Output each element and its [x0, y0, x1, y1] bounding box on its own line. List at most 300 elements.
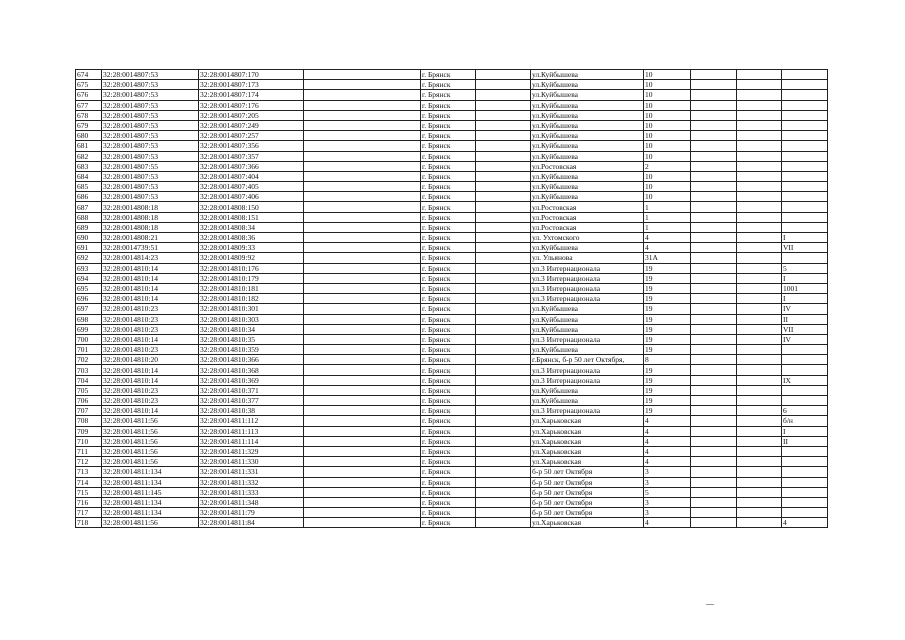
cell-row-number: 689	[76, 222, 102, 232]
table-row	[76, 355, 828, 365]
cell-cadastral-number: 32:28:0014810:368	[199, 365, 304, 375]
cell-premise	[782, 120, 828, 130]
cell-empty-col-2	[476, 100, 531, 110]
cell-empty-col	[304, 283, 421, 293]
cell-premise	[782, 487, 828, 497]
cell-city: г. Брянск	[421, 304, 476, 314]
cell-empty-col-2	[476, 467, 531, 477]
cell-premise: 5	[782, 263, 828, 273]
cell-empty-col	[304, 131, 421, 141]
cell-row-number: 703	[76, 365, 102, 375]
cell-empty-col-2	[476, 446, 531, 456]
cell-empty-col-2	[476, 120, 531, 130]
cell-empty-col	[304, 222, 421, 232]
cell-empty-col	[304, 385, 421, 395]
cell-cadastral-number: 32:28:0014808:150	[199, 202, 304, 212]
cell-street: ул.Ростовская	[531, 161, 644, 171]
cell-cadastral-block: 32:28:0014811:145	[102, 487, 199, 497]
cell-empty-col	[304, 497, 421, 507]
table-row	[76, 487, 828, 497]
cell-street: ул.Куйбышева	[531, 70, 644, 80]
cell-row-number: 711	[76, 446, 102, 456]
cell-house-number: 19	[644, 263, 691, 273]
cell-cadastral-number: 32:28:0014811:329	[199, 446, 304, 456]
cell-premise	[782, 80, 828, 90]
table-row	[76, 518, 828, 528]
table-row	[76, 171, 828, 181]
cell-street: ул.Куйбышева	[531, 324, 644, 334]
cell-empty-col-2	[476, 90, 531, 100]
cell-cadastral-number: 32:28:0014811:333	[199, 487, 304, 497]
cell-cadastral-number: 32:28:0014811:114	[199, 436, 304, 446]
cell-premise	[782, 497, 828, 507]
cell-street: ул.3 Интернационала	[531, 375, 644, 385]
cell-empty-col-4	[737, 192, 782, 202]
cell-empty-col	[304, 406, 421, 416]
cell-empty-col-4	[737, 487, 782, 497]
cell-cadastral-number: 32:28:0014811:348	[199, 497, 304, 507]
cell-empty-col-4	[737, 436, 782, 446]
cell-house-number: 19	[644, 365, 691, 375]
cell-premise	[782, 70, 828, 80]
cell-premise	[782, 100, 828, 110]
cell-house-number: 4	[644, 436, 691, 446]
cell-cadastral-block: 32:28:0014811:134	[102, 497, 199, 507]
cell-row-number: 682	[76, 151, 102, 161]
cell-empty-col-3	[691, 334, 737, 344]
cell-empty-col-3	[691, 345, 737, 355]
cell-house-number: 19	[644, 283, 691, 293]
cell-house-number: 19	[644, 294, 691, 304]
cell-house-number: 10	[644, 151, 691, 161]
cell-empty-col-3	[691, 222, 737, 232]
cell-premise: I	[782, 426, 828, 436]
cell-city: г. Брянск	[421, 508, 476, 518]
cell-cadastral-number: 32:28:0014807:405	[199, 182, 304, 192]
cell-premise	[782, 110, 828, 120]
cell-empty-col	[304, 345, 421, 355]
cell-empty-col-3	[691, 171, 737, 181]
table-row	[76, 294, 828, 304]
cell-city: г. Брянск	[421, 477, 476, 487]
cell-house-number: 3	[644, 477, 691, 487]
cell-row-number: 695	[76, 283, 102, 293]
cell-city: г. Брянск	[421, 396, 476, 406]
cell-empty-col-3	[691, 416, 737, 426]
cell-cadastral-number: 32:28:0014810:182	[199, 294, 304, 304]
cell-row-number: 718	[76, 518, 102, 528]
cell-empty-col-3	[691, 263, 737, 273]
table-row	[76, 385, 828, 395]
cell-house-number: 10	[644, 110, 691, 120]
cell-empty-col	[304, 304, 421, 314]
cell-row-number: 688	[76, 212, 102, 222]
cell-city: г. Брянск	[421, 192, 476, 202]
cell-street: ул.Куйбышева	[531, 304, 644, 314]
cell-empty-col-2	[476, 222, 531, 232]
cell-premise: 4	[782, 518, 828, 528]
cell-premise	[782, 182, 828, 192]
cell-empty-col-3	[691, 100, 737, 110]
cell-cadastral-block: 32:28:0014808:21	[102, 233, 199, 243]
cell-house-number: 10	[644, 182, 691, 192]
cell-empty-col-4	[737, 446, 782, 456]
cell-empty-col	[304, 416, 421, 426]
cell-cadastral-number: 32:28:0014811:112	[199, 416, 304, 426]
cell-premise	[782, 253, 828, 263]
cell-street: б-р 50 лет Октября	[531, 508, 644, 518]
cell-premise	[782, 477, 828, 487]
cell-empty-col-2	[476, 487, 531, 497]
cell-row-number: 715	[76, 487, 102, 497]
cell-city: г. Брянск	[421, 457, 476, 467]
cell-house-number: 10	[644, 90, 691, 100]
cell-empty-col	[304, 467, 421, 477]
cell-empty-col-4	[737, 467, 782, 477]
cell-empty-col-4	[737, 202, 782, 212]
cell-city: г. Брянск	[421, 202, 476, 212]
cell-city: г. Брянск	[421, 426, 476, 436]
cell-house-number: 10	[644, 100, 691, 110]
cell-empty-col-3	[691, 375, 737, 385]
cell-house-number: 4	[644, 243, 691, 253]
cell-cadastral-block: 32:28:0014810:14	[102, 365, 199, 375]
cell-street: ул.Харьковская	[531, 457, 644, 467]
cell-empty-col	[304, 192, 421, 202]
cell-row-number: 686	[76, 192, 102, 202]
cell-row-number: 706	[76, 396, 102, 406]
cell-empty-col-3	[691, 457, 737, 467]
cell-cadastral-block: 32:28:0014807:53	[102, 192, 199, 202]
cell-cadastral-block: 32:28:0014810:23	[102, 304, 199, 314]
cell-empty-col-2	[476, 385, 531, 395]
cell-empty-col-4	[737, 375, 782, 385]
cell-premise	[782, 222, 828, 232]
cell-row-number: 678	[76, 110, 102, 120]
cell-premise: I	[782, 294, 828, 304]
cell-row-number: 691	[76, 243, 102, 253]
cell-premise: б/н	[782, 416, 828, 426]
cell-city: г. Брянск	[421, 141, 476, 151]
cell-city: г. Брянск	[421, 253, 476, 263]
cell-row-number: 676	[76, 90, 102, 100]
cell-empty-col	[304, 446, 421, 456]
cell-empty-col-3	[691, 304, 737, 314]
cell-city: г. Брянск	[421, 90, 476, 100]
cell-empty-col-2	[476, 70, 531, 80]
cell-cadastral-block: 32:28:0014810:23	[102, 314, 199, 324]
cell-cadastral-number: 32:28:0014811:330	[199, 457, 304, 467]
cell-empty-col-4	[737, 497, 782, 507]
table-row	[76, 324, 828, 334]
cell-empty-col	[304, 90, 421, 100]
cell-street: ул.Куйбышева	[531, 141, 644, 151]
cell-empty-col-4	[737, 334, 782, 344]
cell-empty-col	[304, 161, 421, 171]
cell-empty-col	[304, 273, 421, 283]
cell-street: ул.3 Интернационала	[531, 406, 644, 416]
cell-row-number: 685	[76, 182, 102, 192]
cell-cadastral-block: 32:28:0014807:53	[102, 70, 199, 80]
cell-cadastral-number: 32:28:0014810:371	[199, 385, 304, 395]
cell-empty-col-2	[476, 212, 531, 222]
cell-empty-col-2	[476, 457, 531, 467]
cell-row-number: 716	[76, 497, 102, 507]
cell-row-number: 713	[76, 467, 102, 477]
cell-empty-col-4	[737, 90, 782, 100]
cell-empty-col-4	[737, 457, 782, 467]
cell-premise	[782, 192, 828, 202]
cell-empty-col-4	[737, 416, 782, 426]
cell-city: г. Брянск	[421, 294, 476, 304]
cell-empty-col-3	[691, 110, 737, 120]
cell-premise	[782, 171, 828, 181]
cell-empty-col	[304, 487, 421, 497]
cell-empty-col-3	[691, 233, 737, 243]
cell-empty-col-3	[691, 365, 737, 375]
cell-city: г. Брянск	[421, 375, 476, 385]
cell-empty-col-3	[691, 283, 737, 293]
table-row	[76, 222, 828, 232]
cell-empty-col-4	[737, 345, 782, 355]
cell-cadastral-block: 32:28:0014807:53	[102, 120, 199, 130]
cell-cadastral-block: 32:28:0014810:23	[102, 324, 199, 334]
cell-empty-col-3	[691, 385, 737, 395]
cell-street: г.Брянск, б-р 50 лет Октября,	[531, 355, 644, 365]
cell-cadastral-block: 32:28:0014807:53	[102, 182, 199, 192]
cell-empty-col-3	[691, 253, 737, 263]
cell-empty-col-3	[691, 497, 737, 507]
cell-cadastral-block: 32:28:0014810:23	[102, 385, 199, 395]
cell-cadastral-number: 32:28:0014810:359	[199, 345, 304, 355]
cell-cadastral-block: 32:28:0014810:14	[102, 406, 199, 416]
cell-city: г. Брянск	[421, 100, 476, 110]
cell-city: г. Брянск	[421, 131, 476, 141]
table-row	[76, 70, 828, 80]
cell-cadastral-block: 32:28:0014808:18	[102, 212, 199, 222]
cell-street: ул.Куйбышева	[531, 110, 644, 120]
cell-empty-col	[304, 182, 421, 192]
cell-empty-col-3	[691, 141, 737, 151]
cell-row-number: 674	[76, 70, 102, 80]
table-row	[76, 406, 828, 416]
cell-empty-col-2	[476, 80, 531, 90]
cell-street: ул.Куйбышева	[531, 182, 644, 192]
cell-house-number: 10	[644, 120, 691, 130]
cell-cadastral-block: 32:28:0014811:56	[102, 416, 199, 426]
cell-cadastral-number: 32:28:0014810:301	[199, 304, 304, 314]
cell-empty-col	[304, 100, 421, 110]
cell-empty-col-4	[737, 508, 782, 518]
cell-city: г. Брянск	[421, 345, 476, 355]
cell-cadastral-number: 32:28:0014807:406	[199, 192, 304, 202]
cell-street: ул.Куйбышева	[531, 131, 644, 141]
table-row	[76, 497, 828, 507]
cell-row-number: 698	[76, 314, 102, 324]
cell-empty-col-4	[737, 304, 782, 314]
table-row	[76, 202, 828, 212]
cell-empty-col-4	[737, 406, 782, 416]
table-row	[76, 314, 828, 324]
cell-street: ул.3 Интернационала	[531, 263, 644, 273]
cell-empty-col-2	[476, 334, 531, 344]
cell-empty-col	[304, 324, 421, 334]
cell-street: ул.3 Интернационала	[531, 283, 644, 293]
cell-city: г. Брянск	[421, 161, 476, 171]
cell-house-number: 19	[644, 273, 691, 283]
cell-empty-col	[304, 365, 421, 375]
cell-cadastral-block: 32:28:0014807:53	[102, 90, 199, 100]
cell-empty-col-4	[737, 212, 782, 222]
table-row	[76, 151, 828, 161]
cell-cadastral-block: 32:28:0014810:23	[102, 396, 199, 406]
cell-empty-col-4	[737, 294, 782, 304]
cell-empty-col-3	[691, 202, 737, 212]
cell-empty-col-3	[691, 406, 737, 416]
cell-row-number: 704	[76, 375, 102, 385]
cell-premise: IV	[782, 334, 828, 344]
cell-street: ул.3 Интернационала	[531, 365, 644, 375]
cell-empty-col-3	[691, 446, 737, 456]
cell-cadastral-block: 32:28:0014807:53	[102, 151, 199, 161]
cell-cadastral-number: 32:28:0014808:34	[199, 222, 304, 232]
cell-cadastral-block: 32:28:0014807:53	[102, 80, 199, 90]
cell-cadastral-number: 32:28:0014807:356	[199, 141, 304, 151]
cell-empty-col	[304, 263, 421, 273]
cell-house-number: 4	[644, 446, 691, 456]
cell-empty-col-3	[691, 477, 737, 487]
table-row	[76, 283, 828, 293]
cell-street: ул.Куйбышева	[531, 100, 644, 110]
cell-empty-col-4	[737, 314, 782, 324]
table-row	[76, 416, 828, 426]
cell-empty-col	[304, 171, 421, 181]
cell-cadastral-number: 32:28:0014811:84	[199, 518, 304, 528]
cell-empty-col-3	[691, 120, 737, 130]
cell-premise	[782, 151, 828, 161]
cell-premise	[782, 131, 828, 141]
cell-house-number: 5	[644, 487, 691, 497]
cell-empty-col	[304, 355, 421, 365]
cell-empty-col-2	[476, 406, 531, 416]
table-row	[76, 273, 828, 283]
cell-cadastral-block: 32:28:0014807:55	[102, 161, 199, 171]
cell-cadastral-number: 32:28:0014807:257	[199, 131, 304, 141]
cell-cadastral-block: 32:28:0014807:53	[102, 110, 199, 120]
table-row	[76, 426, 828, 436]
cell-cadastral-number: 32:28:0014810:179	[199, 273, 304, 283]
cell-house-number: 4	[644, 416, 691, 426]
cell-street: ул.Харьковская	[531, 518, 644, 528]
cell-city: г. Брянск	[421, 233, 476, 243]
page-mark	[706, 604, 714, 605]
cell-city: г. Брянск	[421, 182, 476, 192]
cell-empty-col	[304, 426, 421, 436]
cell-row-number: 702	[76, 355, 102, 365]
cell-cadastral-number: 32:28:0014807:174	[199, 90, 304, 100]
cell-cadastral-block: 32:28:0014811:134	[102, 467, 199, 477]
cell-empty-col-4	[737, 426, 782, 436]
cell-cadastral-block: 32:28:0014811:56	[102, 426, 199, 436]
cell-house-number: 19	[644, 324, 691, 334]
cell-cadastral-block: 32:28:0014810:14	[102, 375, 199, 385]
table-row	[76, 182, 828, 192]
cell-empty-col-2	[476, 294, 531, 304]
cell-house-number: 4	[644, 426, 691, 436]
cell-cadastral-number: 32:28:0014807:170	[199, 70, 304, 80]
cell-empty-col-4	[737, 182, 782, 192]
table-row	[76, 253, 828, 263]
cell-cadastral-number: 32:28:0014807:249	[199, 120, 304, 130]
cell-city: г. Брянск	[421, 446, 476, 456]
cell-cadastral-block: 32:28:0014807:53	[102, 171, 199, 181]
cell-empty-col-3	[691, 212, 737, 222]
cell-premise	[782, 446, 828, 456]
cell-premise	[782, 396, 828, 406]
cell-empty-col-4	[737, 324, 782, 334]
cell-city: г. Брянск	[421, 70, 476, 80]
cell-empty-col-3	[691, 90, 737, 100]
cell-empty-col-3	[691, 426, 737, 436]
cell-premise: I	[782, 273, 828, 283]
table-row	[76, 436, 828, 446]
cell-street: ул. Ухтомского	[531, 233, 644, 243]
cell-empty-col	[304, 518, 421, 528]
cell-empty-col	[304, 436, 421, 446]
cell-cadastral-block: 32:28:0014807:53	[102, 141, 199, 151]
cell-street: ул.Ростовская	[531, 212, 644, 222]
cell-house-number: 3	[644, 467, 691, 477]
cell-cadastral-block: 32:28:0014810:14	[102, 294, 199, 304]
cell-empty-col-4	[737, 141, 782, 151]
cell-street: ул.Куйбышева	[531, 90, 644, 100]
cell-empty-col-2	[476, 304, 531, 314]
cell-cadastral-number: 32:28:0014810:181	[199, 283, 304, 293]
cell-empty-col-3	[691, 518, 737, 528]
cell-empty-col-4	[737, 171, 782, 181]
cell-cadastral-block: 32:28:0014739:51	[102, 243, 199, 253]
cell-row-number: 701	[76, 345, 102, 355]
cell-row-number: 717	[76, 508, 102, 518]
cell-row-number: 687	[76, 202, 102, 212]
cell-street: ул.Ростовская	[531, 222, 644, 232]
cell-empty-col-4	[737, 355, 782, 365]
cell-street: ул.3 Интернационала	[531, 294, 644, 304]
table-row	[76, 110, 828, 120]
cell-row-number: 705	[76, 385, 102, 395]
cell-house-number: 4	[644, 233, 691, 243]
cell-house-number: 19	[644, 375, 691, 385]
cell-city: г. Брянск	[421, 120, 476, 130]
cell-empty-col	[304, 110, 421, 120]
cell-row-number: 712	[76, 457, 102, 467]
cell-empty-col-2	[476, 253, 531, 263]
cell-house-number: 4	[644, 457, 691, 467]
cell-row-number: 714	[76, 477, 102, 487]
cell-empty-col-2	[476, 355, 531, 365]
cell-premise: IV	[782, 304, 828, 314]
cell-house-number: 8	[644, 355, 691, 365]
cell-house-number: 31А	[644, 253, 691, 263]
cell-row-number: 694	[76, 273, 102, 283]
table-row	[76, 80, 828, 90]
cell-empty-col-2	[476, 273, 531, 283]
cell-empty-col-2	[476, 477, 531, 487]
cell-premise: II	[782, 314, 828, 324]
cell-cadastral-number: 32:28:0014807:173	[199, 80, 304, 90]
cell-empty-col-2	[476, 497, 531, 507]
cell-empty-col-2	[476, 518, 531, 528]
